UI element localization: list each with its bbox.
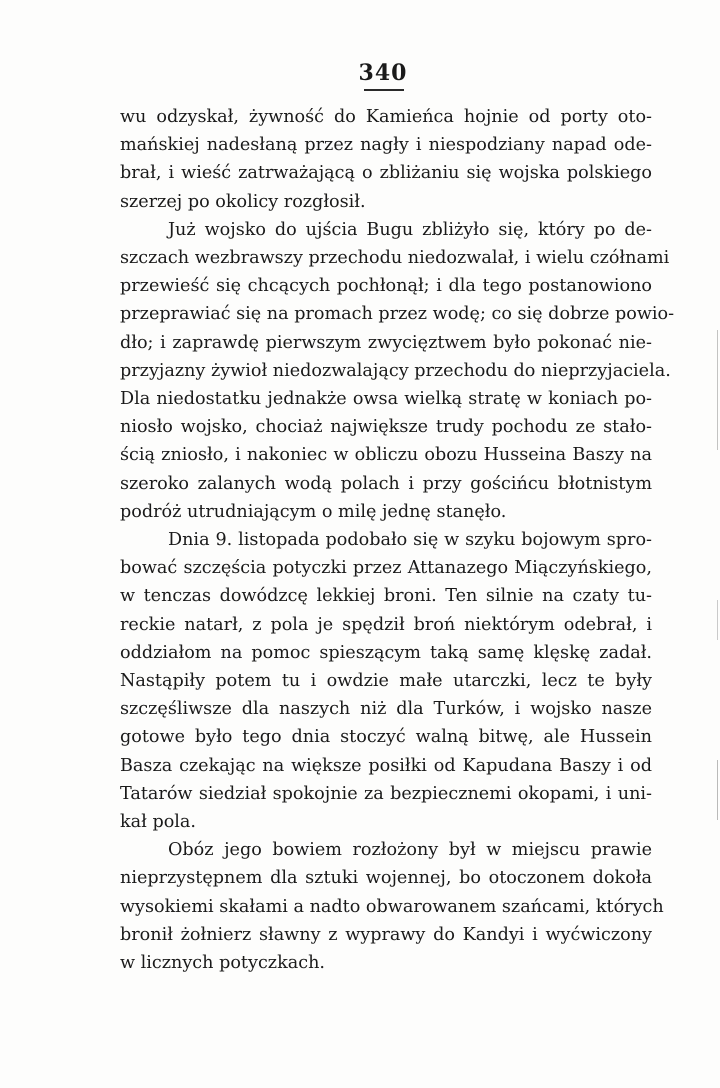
text-line: Obóz jego bowiem rozłożony był w miejscu prawie — [168, 840, 652, 861]
text-line: nieprzystępnem dla sztuki wojennej, bo otoczonem dokoła — [120, 868, 652, 889]
text-line: mańskiej nadesłaną przez nagły i niespodziany napad ode- — [120, 135, 652, 156]
text-line: podróż utrudniającym o milę jednę stanęło. — [120, 501, 507, 522]
text-line: szczach wezbrawszy przechodu niedozwalał, i wielu czółnami — [120, 248, 670, 269]
body-text — [120, 103, 675, 977]
text-line: szczęśliwsze dla naszych niż dla Turków, i wojsko nasze — [120, 699, 652, 720]
text-line: oddziałom na pomoc spieszącym taką samę klęskę zadał. — [120, 642, 652, 663]
text-line: brał, i wieść zatrważającą o zbliżaniu się wojska polskiego — [120, 163, 652, 184]
text-line: szerzej po okolicy rozgłosił. — [120, 191, 366, 212]
text-line: wysokiemi skałami a nadto obwarowanem szańcami, których — [120, 896, 664, 917]
text-line: Już wojsko do ujścia Bugu zbliżyło się, który po de- — [168, 219, 652, 240]
paragraph — [120, 836, 664, 977]
text-line: Nastąpiły potem tu i owdzie małe utarczki, lecz te były — [120, 671, 652, 692]
text-line: Dnia 9. listopada podobało się w szyku bojowym spro- — [168, 530, 652, 551]
text-line: kał pola. — [120, 812, 197, 833]
text-line: przeprawiać się na promach przez wodę; co się dobrze powio- — [120, 304, 675, 325]
text-line: przewieść się chcących pochłonął; i dla tego postanowiono — [120, 276, 652, 297]
paragraph — [120, 526, 652, 836]
text-line: reckie natarł, z pola je spędził broń niektórym odebrał, i — [120, 614, 652, 635]
text-line: Basza czekając na większe posiłki od Kapudana Baszy i od — [120, 755, 652, 776]
text-line: bronił żołnierz sławny z wyprawy do Kandyi i wyćwiczony — [120, 924, 652, 945]
text-line: Tatarów siedział spokojnie za bezpiecznemi okopami, i uni- — [120, 783, 652, 804]
text-line: Dla niedostatku jednakże owsa wielką stratę w koniach po- — [120, 389, 652, 410]
paragraph — [120, 216, 675, 526]
text-line: dło; i zaprawdę pierwszym zwycięztwem było pokonać nie- — [120, 332, 652, 353]
scan-edge-mark — [717, 760, 718, 820]
page-number-underline — [364, 89, 404, 91]
text-line: przyjazny żywioł niedozwalający przechodu do nieprzyjaciela. — [120, 360, 671, 381]
text-line: ścią zniosło, i nakoniec w obliczu obozu Husseina Baszy na — [120, 445, 652, 466]
text-line: gotowe było tego dnia stoczyć walną bitwę, ale Hussein — [120, 727, 652, 748]
text-line: niosło wojsko, chociaż największe trudy pochodu ze stało- — [120, 417, 652, 438]
paragraph — [120, 103, 652, 216]
text-line: szeroko zalanych wodą polach i przy gościńcu błotnistym — [120, 473, 652, 494]
page-number: 340 — [358, 60, 408, 86]
scan-edge-mark — [717, 330, 718, 450]
text-line: w tenczas dowódzcę lekkiej broni. Ten silnie na czaty tu- — [120, 586, 652, 607]
text-line: bować szczęścia potyczki przez Attanazego Miączyńskiego, — [120, 558, 652, 579]
text-line: w licznych potyczkach. — [120, 953, 325, 974]
text-line: wu odzyskał, żywność do Kamieńca hojnie od porty oto- — [120, 107, 652, 127]
scan-edge-mark — [717, 600, 718, 640]
